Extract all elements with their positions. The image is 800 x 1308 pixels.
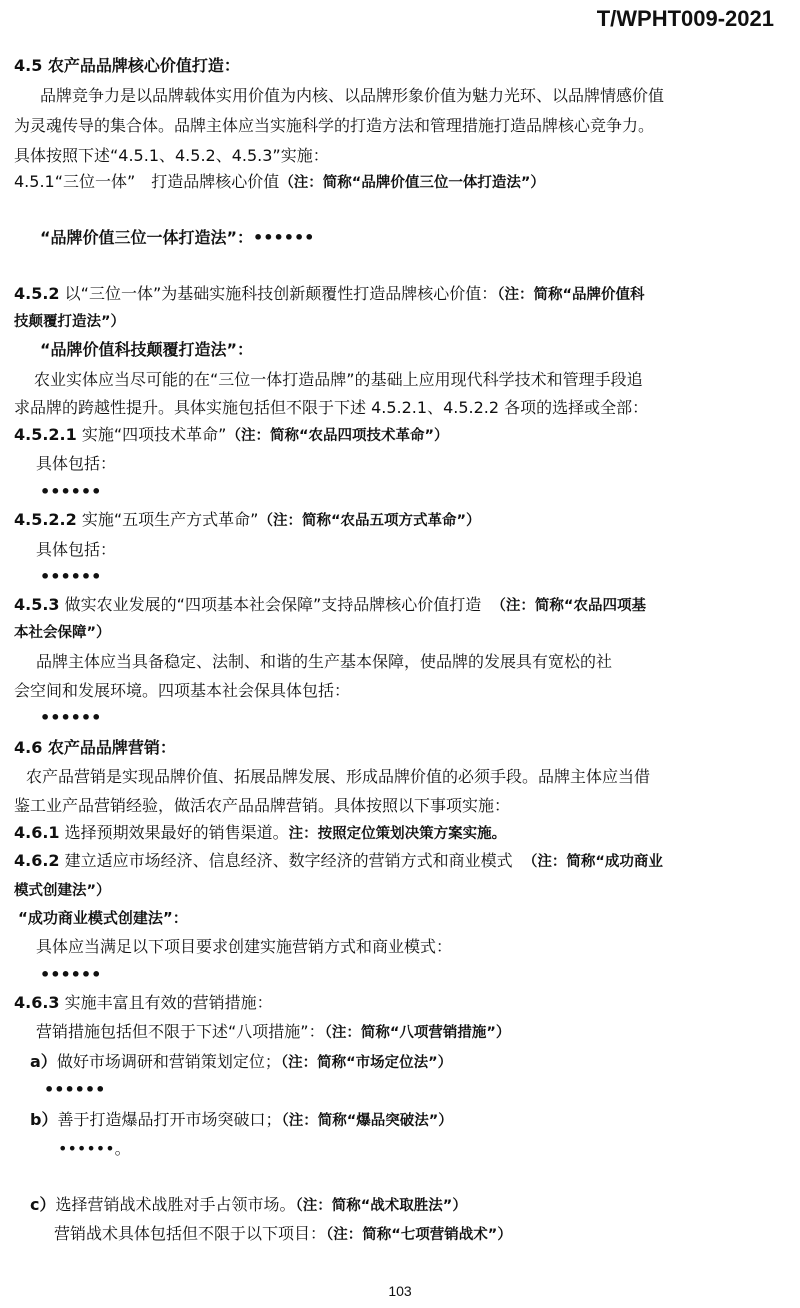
ellipsis-dots: ••••••。 [58,1139,131,1158]
method-title: “品牌价值科技颠覆打造法”： [40,340,254,359]
paragraph-line: 具体按照下述“4.5.1、4.5.2、4.5.3”实施： [14,146,329,165]
clause-note: （注：简称“品牌价值科 [497,287,645,303]
list-item-c [30,1195,467,1216]
clause-4-6-1 [14,823,506,844]
list-text: 选择营销战术战胜对手占领市场。 [55,1195,296,1214]
list-note: （注：简称“爆品突破法”） [281,1113,453,1129]
clause-number: 4.5.2 [14,284,60,303]
paragraph-line [54,1224,512,1245]
page-number: 103 [388,1283,412,1299]
list-item-a [30,1052,452,1073]
clause-note: （注：简称“成功商业 [522,854,663,870]
clause-number: 4.6.2 [14,851,60,870]
ellipsis-dots: •••••• [44,1080,106,1099]
clause-4-5-2 [14,284,645,305]
section-heading-4-6: 4.6 农产品品牌营销： [14,738,176,757]
paragraph-text: 营销战术具体包括但不限于以下项目： [54,1224,327,1243]
paragraph-line: 品牌竞争力是以品牌载体实用价值为内核、以品牌形象价值为魅力光环、以品牌情感价值 [40,86,665,105]
clause-note: （注：简称“品牌价值三位一体打造法”） [279,175,545,191]
ellipsis-dots: •••••• [40,965,102,984]
paragraph-line: 鉴工业产品营销经验，做活农产品品牌营销。具体按照以下事项实施： [14,796,511,815]
paragraph-note: （注：简称“七项营销战术”） [326,1227,512,1243]
clause-text: 做实农业发展的“四项基本社会保障”支持品牌核心价值打造 [64,595,482,614]
clause-number: 4.5.1 [14,172,55,191]
clause-4-5-2-2 [14,510,481,531]
clause-number: 4.5.2.1 [14,425,77,444]
clause-number: 4.5.2.2 [14,510,77,529]
list-text: 做好市场调研和营销策划定位； [56,1052,281,1071]
method-title: “成功商业模式创建法”： [18,909,188,927]
paragraph-line: 农业实体应当尽可能的在“三位一体打造品牌”的基础上应用现代科学技术和管理手段追 [34,370,643,389]
clause-text: 以“三位一体”为基础实施科技创新颠覆性打造品牌核心价值： [64,284,498,303]
clause-4-6-2 [14,851,663,872]
document-code: T/WPHT009-2021 [596,6,774,31]
ellipsis-dots: •••••• [40,567,102,586]
clause-note-continued: 本社会保障”） [14,625,111,641]
paragraph-line: 具体应当满足以下项目要求创建实施营销方式和商业模式： [36,937,453,956]
method-title: “品牌价值三位一体打造法”：•••••• [40,228,315,247]
list-text: 善于打造爆品打开市场突破口； [57,1110,282,1129]
paragraph-line: 品牌主体应当具备稳定、法制、和谐的生产基本保障，使品牌的发展具有宽松的社 [36,652,613,671]
clause-text: “三位一体” 打造品牌核心价值 [54,172,280,191]
clause-text: 选择预期效果最好的销售渠道。 [64,823,289,842]
clause-note: （注：简称“农品四项基 [491,598,646,614]
paragraph-line: 会空间和发展环境。四项基本社会保具体包括： [14,681,351,700]
paragraph-line: 具体包括： [36,454,117,473]
clause-text: 实施“五项生产方式革命” [81,510,259,529]
paragraph-line: 为灵魂传导的集合体。品牌主体应当实施科学的打造方法和管理措施打造品牌核心竞争力。 [14,116,655,135]
clause-number: 4.6.1 [14,823,60,842]
clause-4-6-3 [14,993,273,1013]
paragraph-line: 具体包括： [36,540,117,559]
clause-4-5-3 [14,595,646,616]
ellipsis-dots: •••••• [40,708,102,727]
ellipsis-dots: •••••• [40,482,102,501]
clause-note-continued: 技颠覆打造法”） [14,314,126,330]
clause-note: 注：按照定位策划决策方案实施。 [288,826,507,842]
list-label: b） [30,1110,58,1129]
clause-4-5-2-1 [14,425,449,446]
clause-number: 4.5.3 [14,595,60,614]
clause-4-5-1 [14,172,545,193]
clause-text: 实施“四项技术革命” [81,425,227,444]
paragraph-line: 求品牌的跨越性提升。具体实施包括但不限于下述 4.5.2.1、4.5.2.2 各项的选择或全部： [14,398,649,417]
clause-note: （注：简称“农品四项技术革命”） [226,428,449,444]
list-item-b [30,1110,453,1131]
paragraph-note: （注：简称“八项营销措施”） [324,1025,511,1041]
list-note: （注：简称“战术取胜法”） [295,1198,467,1214]
section-heading-4-5: 4.5 农产品品牌核心价值打造： [14,56,240,75]
paragraph-line: 农产品营销是实现品牌价值、拓展品牌发展、形成品牌价值的必须手段。品牌主体应当借 [26,767,651,786]
clause-note: （注：简称“农品五项方式革命”） [258,513,481,529]
list-label: c） [30,1195,56,1214]
paragraph-line [36,1022,510,1043]
list-note: （注：简称“市场定位法”） [280,1055,453,1071]
clause-text: 实施丰富且有效的营销措施： [64,993,273,1012]
list-label: a） [30,1052,57,1071]
clause-text: 建立适应市场经济、信息经济、数字经济的营销方式和商业模式 [64,851,513,870]
clause-number: 4.6.3 [14,993,60,1012]
paragraph-text: 营销措施包括但不限于下述“八项措施”： [36,1022,325,1041]
clause-note-continued: 模式创建法”） [14,883,111,899]
